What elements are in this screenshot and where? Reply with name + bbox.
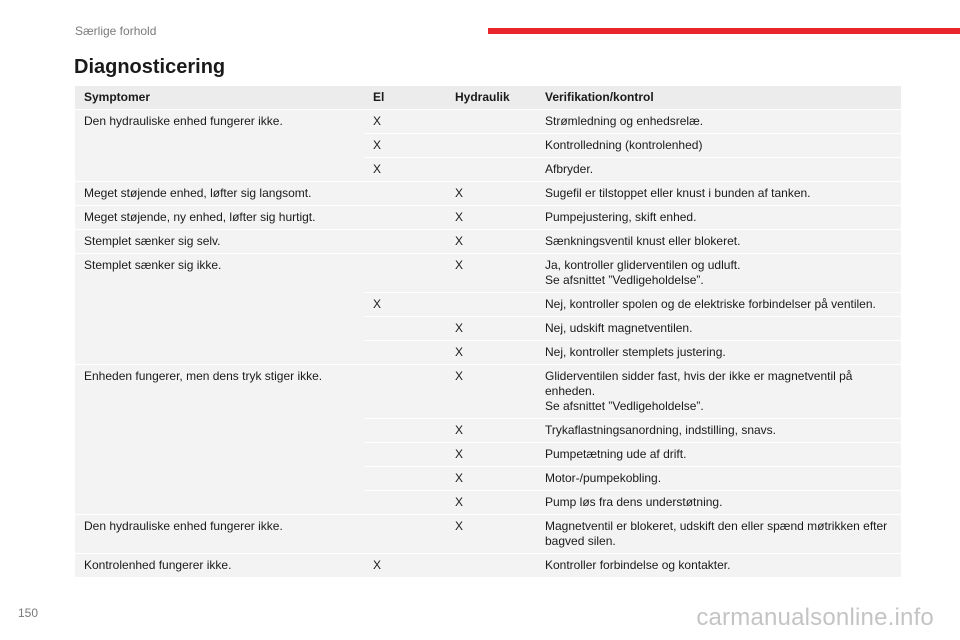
verification-cell: Afbryder. bbox=[536, 158, 901, 182]
table-row bbox=[75, 365, 901, 419]
diagnostics-table bbox=[75, 86, 901, 578]
hydraulic-cell: X bbox=[446, 254, 536, 293]
electric-cell bbox=[364, 443, 446, 467]
hydraulic-cell: X bbox=[446, 317, 536, 341]
hydraulic-cell: X bbox=[446, 182, 536, 206]
electric-cell bbox=[364, 206, 446, 230]
verification-cell: Gliderventilen sidder fast, hvis der ikke er magnetventil på enheden. Se afsnittet ”Vedligeholdelse”. bbox=[536, 365, 901, 419]
table-row bbox=[75, 182, 901, 206]
verification-cell: Sænkningsventil knust eller blokeret. bbox=[536, 230, 901, 254]
electric-cell bbox=[364, 467, 446, 491]
symptom-cell: Stemplet sænker sig ikke. bbox=[75, 254, 364, 365]
electric-cell: X bbox=[364, 293, 446, 317]
verification-cell: Pumpejustering, skift enhed. bbox=[536, 206, 901, 230]
hydraulic-cell bbox=[446, 554, 536, 578]
hydraulic-cell: X bbox=[446, 443, 536, 467]
symptom-cell: Stemplet sænker sig selv. bbox=[75, 230, 364, 254]
column-header-hydraulic: Hydraulik bbox=[446, 86, 536, 110]
symptom-cell: Meget støjende enhed, løfter sig langsomt. bbox=[75, 182, 364, 206]
accent-bar bbox=[488, 28, 960, 34]
electric-cell bbox=[364, 419, 446, 443]
hydraulic-cell: X bbox=[446, 230, 536, 254]
table-row bbox=[75, 515, 901, 554]
verification-cell: Kontrolledning (kontrolenhed) bbox=[536, 134, 901, 158]
hydraulic-cell bbox=[446, 134, 536, 158]
verification-cell: Motor-/pumpekobling. bbox=[536, 467, 901, 491]
hydraulic-cell: X bbox=[446, 365, 536, 419]
table-row bbox=[75, 254, 901, 293]
verification-cell: Magnetventil er blokeret, udskift den eller spænd møtrikken efter bagved silen. bbox=[536, 515, 901, 554]
column-header-verification: Verifikation/kontrol bbox=[536, 86, 901, 110]
table-row bbox=[75, 230, 901, 254]
hydraulic-cell bbox=[446, 293, 536, 317]
electric-cell: X bbox=[364, 134, 446, 158]
electric-cell: X bbox=[364, 158, 446, 182]
hydraulic-cell: X bbox=[446, 467, 536, 491]
electric-cell bbox=[364, 365, 446, 419]
page-number: 150 bbox=[18, 606, 39, 620]
table-body bbox=[75, 110, 901, 578]
hydraulic-cell: X bbox=[446, 515, 536, 554]
verification-cell: Kontroller forbindelse og kontakter. bbox=[536, 554, 901, 578]
column-header-symptoms: Symptomer bbox=[75, 86, 364, 110]
symptom-cell: Kontrolenhed fungerer ikke. bbox=[75, 554, 364, 578]
symptom-cell: Den hydrauliske enhed fungerer ikke. bbox=[75, 110, 364, 182]
table-row bbox=[75, 206, 901, 230]
column-header-electric: El bbox=[364, 86, 446, 110]
electric-cell bbox=[364, 254, 446, 293]
table-row bbox=[75, 110, 901, 134]
watermark: carmanualsonline.info bbox=[696, 604, 934, 631]
hydraulic-cell bbox=[446, 110, 536, 134]
verification-cell: Nej, kontroller spolen og de elektriske forbindelser på ventilen. bbox=[536, 293, 901, 317]
verification-cell: Pumpetætning ude af drift. bbox=[536, 443, 901, 467]
hydraulic-cell: X bbox=[446, 491, 536, 515]
table-row bbox=[75, 554, 901, 578]
electric-cell: X bbox=[364, 110, 446, 134]
verification-cell: Pump løs fra dens understøtning. bbox=[536, 491, 901, 515]
electric-cell bbox=[364, 182, 446, 206]
section-label: Særlige forhold bbox=[75, 24, 157, 38]
verification-cell: Nej, kontroller stemplets justering. bbox=[536, 341, 901, 365]
hydraulic-cell: X bbox=[446, 419, 536, 443]
electric-cell: X bbox=[364, 554, 446, 578]
electric-cell bbox=[364, 341, 446, 365]
page-title: Diagnosticering bbox=[74, 56, 226, 78]
electric-cell bbox=[364, 317, 446, 341]
hydraulic-cell bbox=[446, 158, 536, 182]
verification-cell: Sugefil er tilstoppet eller knust i bunden af tanken. bbox=[536, 182, 901, 206]
table-header-row bbox=[75, 86, 901, 110]
electric-cell bbox=[364, 491, 446, 515]
hydraulic-cell: X bbox=[446, 206, 536, 230]
hydraulic-cell: X bbox=[446, 341, 536, 365]
verification-cell: Strømledning og enhedsrelæ. bbox=[536, 110, 901, 134]
symptom-cell: Meget støjende, ny enhed, løfter sig hurtigt. bbox=[75, 206, 364, 230]
verification-cell: Nej, udskift magnetventilen. bbox=[536, 317, 901, 341]
symptom-cell: Enheden fungerer, men dens tryk stiger ikke. bbox=[75, 365, 364, 515]
symptom-cell: Den hydrauliske enhed fungerer ikke. bbox=[75, 515, 364, 554]
electric-cell bbox=[364, 515, 446, 554]
verification-cell: Trykaflastningsanordning, indstilling, snavs. bbox=[536, 419, 901, 443]
electric-cell bbox=[364, 230, 446, 254]
verification-cell: Ja, kontroller gliderventilen og udluft. Se afsnittet ”Vedligeholdelse”. bbox=[536, 254, 901, 293]
